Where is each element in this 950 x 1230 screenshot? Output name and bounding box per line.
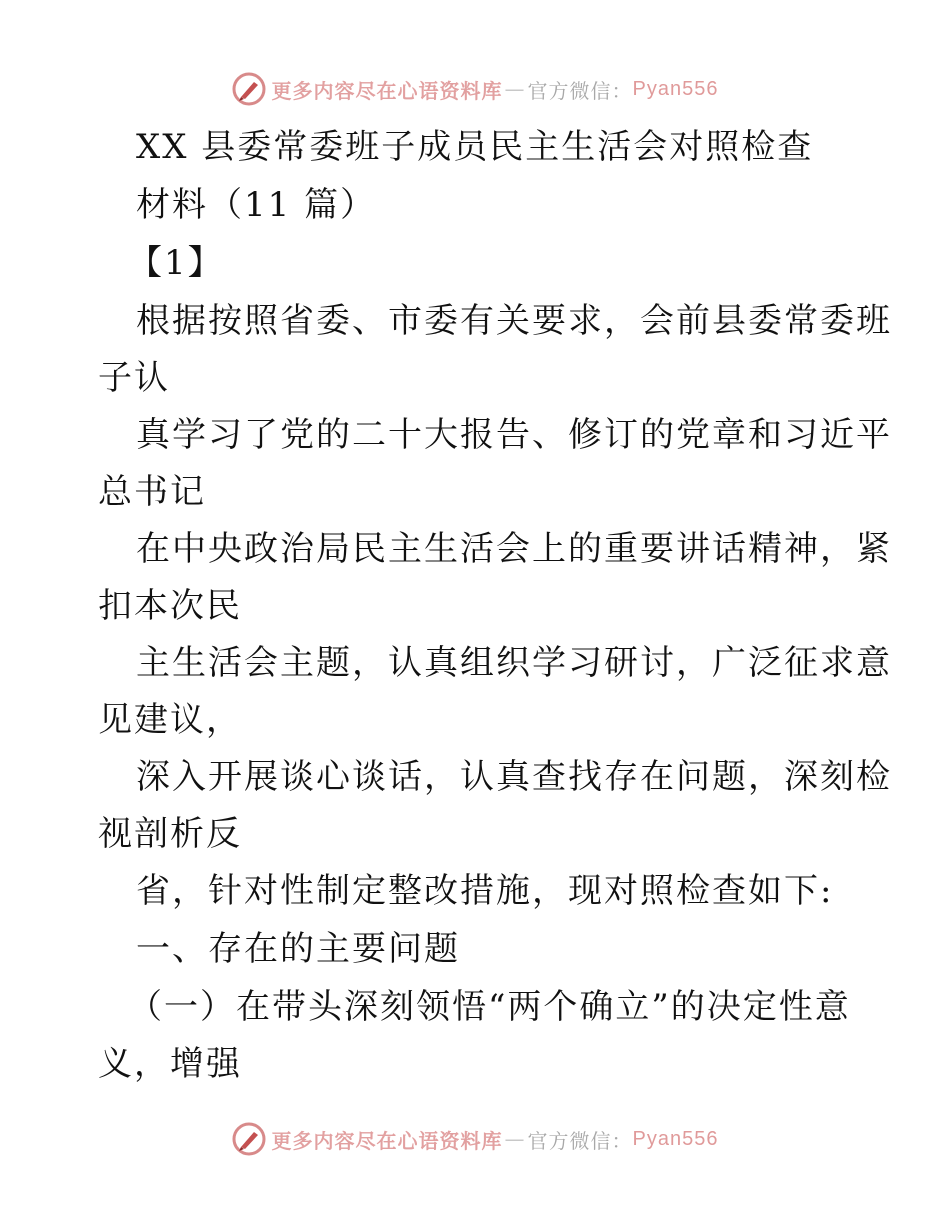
pen-logo-icon (232, 72, 266, 106)
document-title-line-1: XX 县委常委班子成员民主生活会对照检查 (136, 127, 814, 167)
body-line: 扣本次民 (98, 586, 242, 626)
body-line: 义，增强 (98, 1044, 242, 1084)
section-heading: 一、存在的主要问题 (136, 929, 460, 969)
body-line: 子认 (98, 358, 170, 398)
watermark-id: Pyan556 (632, 77, 719, 100)
watermark-separator: — (504, 1127, 526, 1151)
header-watermark (0, 72, 950, 106)
watermark-text: 更多内容尽在心语资料库 (271, 78, 503, 103)
document-title-line-2: 材料（11 篇） (136, 185, 377, 225)
body-line: 视剖析反 (98, 814, 242, 854)
watermark-text: 更多内容尽在心语资料库 (271, 1128, 503, 1153)
watermark-separator: — (504, 77, 526, 101)
section-mark: 【1】 (128, 243, 224, 283)
watermark-label: 官方微信： (527, 1128, 633, 1153)
document-body (98, 118, 892, 1092)
watermark-label: 官方微信： (527, 78, 633, 103)
body-line: 根据按照省委、市委有关要求，会前县委常委班 (136, 301, 892, 341)
pen-logo-icon (232, 1122, 266, 1156)
body-line: 主生活会主题，认真组织学习研讨，广泛征求意 (136, 643, 892, 683)
watermark-id: Pyan556 (632, 1127, 719, 1150)
body-line: 在中央政治局民主生活会上的重要讲话精神，紧 (136, 529, 892, 569)
body-line: 深入开展谈心谈话，认真查找存在问题，深刻检 (136, 757, 892, 797)
footer-watermark (0, 1122, 950, 1156)
body-line: 真学习了党的二十大报告、修订的党章和习近平 (136, 415, 892, 455)
body-line: 见建议， (98, 700, 242, 740)
subsection-heading: （一）在带头深刻领悟“两个确立”的决定性意 (128, 987, 851, 1027)
body-line: 总书记 (98, 472, 206, 512)
body-line: 省，针对性制定整改措施，现对照检查如下: (136, 871, 834, 911)
